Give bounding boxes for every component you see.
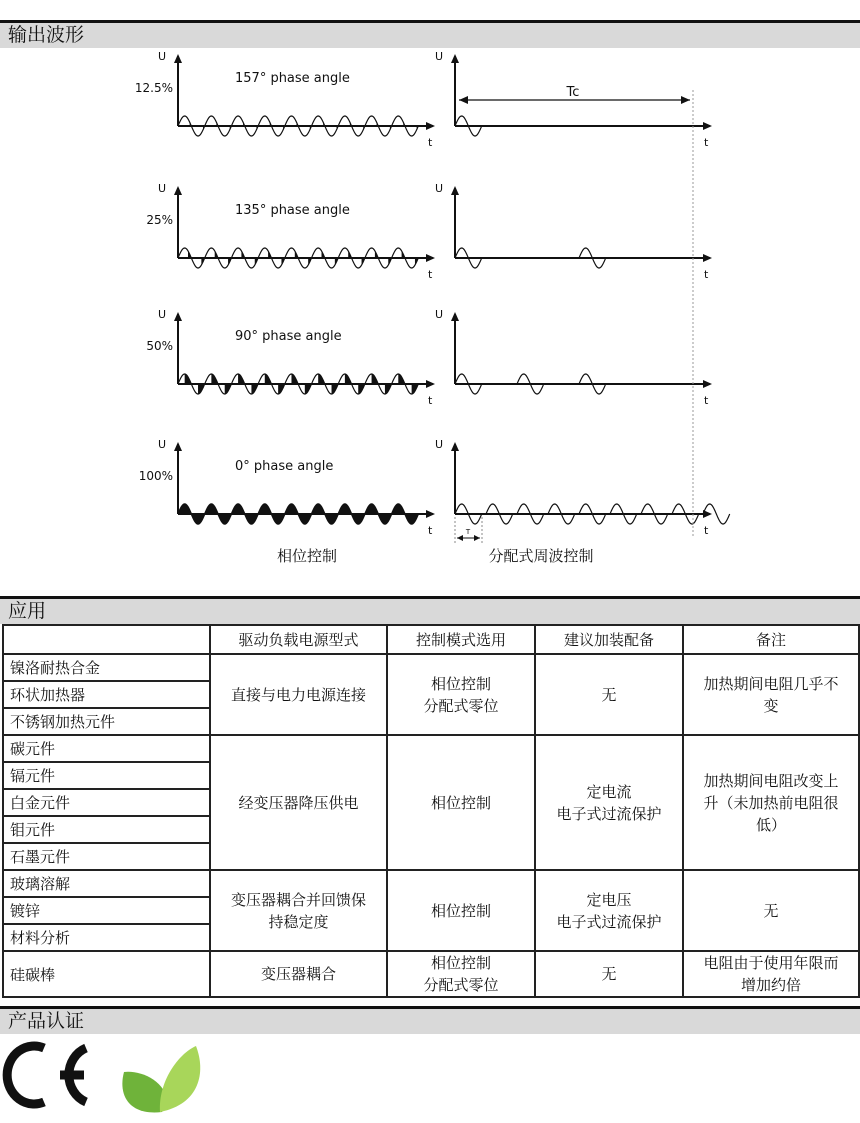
cell-line: 定电流 xyxy=(586,782,632,801)
ce-mark-icon xyxy=(7,1046,86,1104)
phase-angle-label: 157° phase angle xyxy=(235,71,350,86)
conduction-fill xyxy=(362,258,365,265)
control-mode-cell xyxy=(387,870,535,951)
certification-logos xyxy=(0,1034,860,1123)
section-header-certification xyxy=(0,1006,860,1034)
tc-arrowhead xyxy=(459,96,468,104)
phase-angle-label: 0° phase angle xyxy=(235,459,334,474)
cell-line: 无 xyxy=(763,901,779,920)
cell-line: 电子式过流保护 xyxy=(556,912,662,931)
conduction-fill xyxy=(322,251,325,258)
axis-arrowhead xyxy=(451,54,459,63)
remark-cell xyxy=(683,654,859,735)
cell-line: 持稳定度 xyxy=(268,912,329,931)
axis-arrowhead xyxy=(451,186,459,195)
table-header-row xyxy=(3,625,859,654)
equipment-cell xyxy=(535,870,683,951)
cell-line: 变压器耦合并回馈保 xyxy=(230,890,366,909)
cell-line: 无 xyxy=(601,685,617,704)
table-header: 控制模式选用 xyxy=(387,625,535,654)
t-arrowhead xyxy=(474,535,480,541)
axis-label-t: t xyxy=(428,268,433,281)
conduction-fill xyxy=(241,251,244,258)
conduction-fill xyxy=(281,258,284,265)
cell-line: 电子式过流保护 xyxy=(556,804,662,823)
power-type-cell xyxy=(210,870,387,951)
conduction-fill xyxy=(388,258,391,265)
axis-label-t: t xyxy=(428,524,433,537)
axis-label-t: t xyxy=(704,394,709,407)
conduction-fill xyxy=(375,251,378,258)
axis-arrowhead xyxy=(174,312,182,321)
axis-arrowhead xyxy=(174,186,182,195)
axis-arrowhead xyxy=(703,254,712,262)
cell-line: 相位控制 xyxy=(430,954,491,972)
axis-arrowhead xyxy=(174,54,182,63)
load-item: 石墨元件 xyxy=(3,843,210,870)
cell-line: 分配式零位 xyxy=(423,976,499,994)
axis-label-u: U xyxy=(435,50,444,63)
cell-line: 升（未加热前电阻很 xyxy=(703,793,839,812)
cell-line: 加热期间电阻改变上 xyxy=(703,771,839,790)
conduction-fill xyxy=(225,384,232,394)
load-item: 白金元件 xyxy=(3,789,210,816)
table-header: 建议加装配备 xyxy=(535,625,683,654)
tc-arrowhead xyxy=(681,96,690,104)
remark-cell xyxy=(683,870,859,951)
load-item: 材料分析 xyxy=(3,924,210,951)
table-row xyxy=(3,735,859,762)
conduction-fill xyxy=(198,384,205,394)
conduction-fill xyxy=(278,384,285,394)
load-item: 镍洛耐热合金 xyxy=(3,654,210,681)
axis-label-u: U xyxy=(158,50,167,63)
section-title: 应用 xyxy=(8,600,47,622)
power-type-cell: 直接与电力电源连接 xyxy=(210,654,387,735)
equipment-cell xyxy=(535,735,683,870)
axis-label-t: t xyxy=(428,136,433,149)
tc-label: Tc xyxy=(566,85,580,100)
caption-phase-control: 相位控制 xyxy=(276,547,338,565)
cell-line: 变 xyxy=(763,696,779,715)
cell-line: 无 xyxy=(601,965,617,983)
axis-label-t: t xyxy=(704,268,709,281)
axis-label-t: t xyxy=(704,136,709,149)
percent-label: 25% xyxy=(146,213,173,227)
conduction-fill xyxy=(372,374,379,384)
cell-line: 增加约倍 xyxy=(740,976,801,994)
conduction-fill xyxy=(291,374,298,384)
cell-line: 分配式零位 xyxy=(423,696,499,715)
conduction-fill xyxy=(255,258,258,265)
axis-label-u: U xyxy=(158,308,167,321)
table-header: 备注 xyxy=(683,625,859,654)
section-header-output-waveform xyxy=(0,20,860,48)
conduction-fill xyxy=(295,251,298,258)
remark-cell xyxy=(683,735,859,870)
remark-cell xyxy=(683,951,859,997)
axis-arrowhead xyxy=(703,380,712,388)
waveform-diagrams xyxy=(0,48,860,594)
axis-label-u: U xyxy=(435,438,444,451)
equipment-cell xyxy=(535,654,683,735)
conduction-fill xyxy=(228,258,231,265)
load-item: 镀锌 xyxy=(3,897,210,924)
conduction-fill xyxy=(215,251,218,258)
t-label: T xyxy=(465,528,471,536)
conduction-fill xyxy=(412,384,419,394)
table-row xyxy=(3,654,859,681)
section-header-application xyxy=(0,596,860,624)
load-item: 镉元件 xyxy=(3,762,210,789)
cell-line: 相位控制 xyxy=(430,901,491,920)
cell-line: 加热期间电阻几乎不 xyxy=(703,674,839,693)
conduction-fill xyxy=(211,374,218,384)
axis-arrowhead xyxy=(174,442,182,451)
load-item: 钼元件 xyxy=(3,816,210,843)
conduction-fill xyxy=(265,374,272,384)
application-table xyxy=(2,624,860,998)
conduction-fill xyxy=(348,251,351,258)
equipment-cell xyxy=(535,951,683,997)
cell-line: 相位控制 xyxy=(430,793,491,812)
conduction-fill xyxy=(188,251,191,258)
t-arrowhead xyxy=(457,535,463,541)
load-item: 碳元件 xyxy=(3,735,210,762)
control-mode-cell xyxy=(387,654,535,735)
table-header: 驱动负载电源型式 xyxy=(210,625,387,654)
percent-label: 12.5% xyxy=(134,81,173,95)
cell-line: 低） xyxy=(755,815,786,834)
caption-burst-control: 分配式周波控制 xyxy=(488,547,594,565)
conduction-fill xyxy=(201,258,204,265)
axis-label-u: U xyxy=(158,182,167,195)
conduction-fill xyxy=(308,258,311,265)
axis-arrowhead xyxy=(703,122,712,130)
axis-label-u: U xyxy=(435,308,444,321)
control-mode-cell xyxy=(387,951,535,997)
axis-label-t: t xyxy=(704,524,709,537)
percent-label: 100% xyxy=(138,469,173,483)
table-row xyxy=(3,870,859,897)
conduction-fill xyxy=(318,374,325,384)
cell-line: 定电压 xyxy=(586,890,632,909)
power-type-cell: 经变压器降压供电 xyxy=(210,735,387,870)
conduction-fill xyxy=(398,374,405,384)
control-mode-cell xyxy=(387,735,535,870)
axis-label-u: U xyxy=(435,182,444,195)
load-item: 环状加热器 xyxy=(3,681,210,708)
percent-label: 50% xyxy=(146,339,173,353)
conduction-fill xyxy=(238,374,245,384)
green-leaf-icon xyxy=(122,1046,200,1112)
conduction-fill xyxy=(335,258,338,265)
load-item: 硅碳棒 xyxy=(3,951,210,997)
load-item: 不锈钢加热元件 xyxy=(3,708,210,735)
conduction-fill xyxy=(358,384,365,394)
axis-arrowhead xyxy=(451,442,459,451)
conduction-fill xyxy=(345,374,352,384)
phase-angle-label: 90° phase angle xyxy=(235,329,342,344)
load-item: 玻璃溶解 xyxy=(3,870,210,897)
axis-label-u: U xyxy=(158,438,167,451)
axis-arrowhead xyxy=(426,510,435,518)
conduction-fill xyxy=(332,384,339,394)
axis-arrowhead xyxy=(426,380,435,388)
conduction-fill xyxy=(402,251,405,258)
phase-angle-label: 135° phase angle xyxy=(235,203,350,218)
conduction-fill xyxy=(415,258,418,265)
section-title: 输出波形 xyxy=(8,24,85,46)
cell-line: 电阻由于使用年限而 xyxy=(703,954,839,972)
table-row xyxy=(3,951,859,997)
conduction-fill xyxy=(251,384,258,394)
axis-arrowhead xyxy=(426,122,435,130)
axis-arrowhead xyxy=(451,312,459,321)
power-type-cell: 变压器耦合 xyxy=(210,951,387,997)
conduction-fill xyxy=(185,374,192,384)
section-title: 产品认证 xyxy=(8,1010,85,1032)
conduction-fill xyxy=(305,384,312,394)
conduction-fill xyxy=(385,384,392,394)
conduction-fill xyxy=(268,251,271,258)
axis-label-t: t xyxy=(428,394,433,407)
cell-line: 相位控制 xyxy=(430,674,491,693)
table-header xyxy=(3,625,210,654)
axis-arrowhead xyxy=(426,254,435,262)
